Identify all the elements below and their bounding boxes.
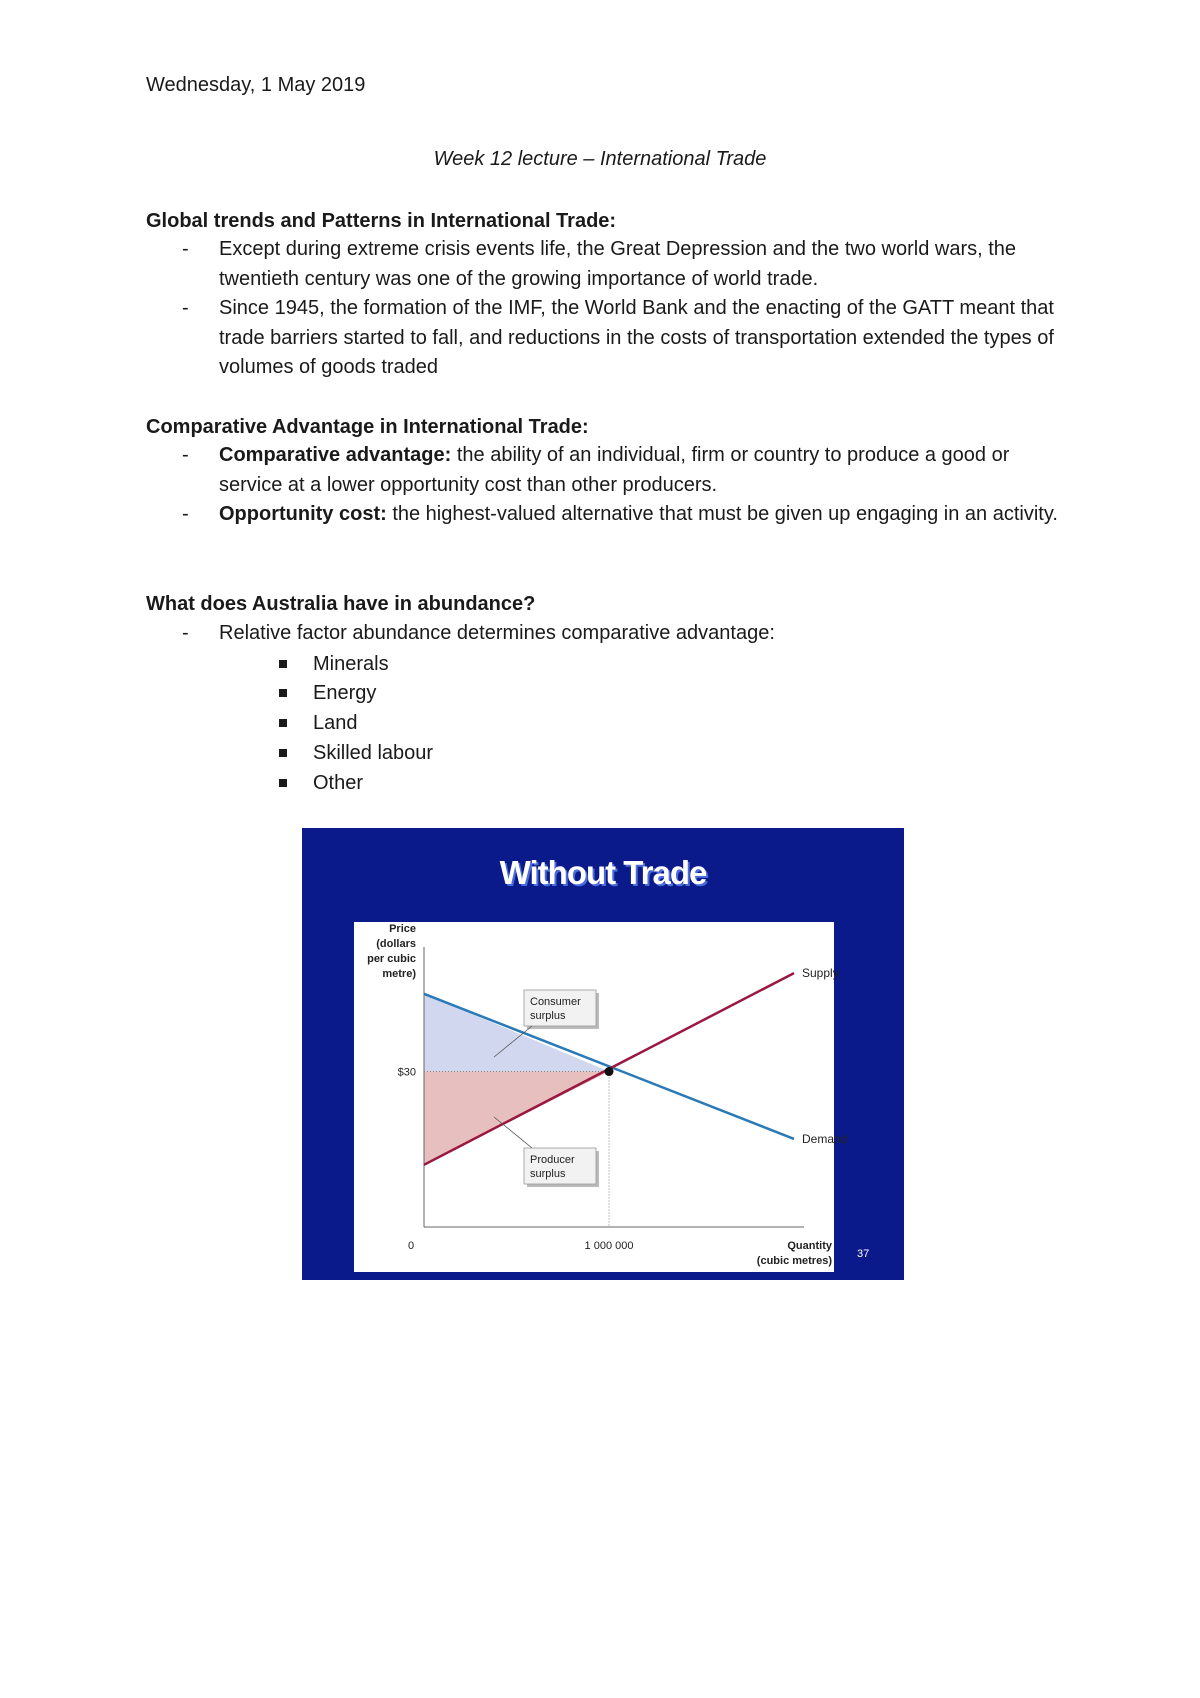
dash-bullet: - [182, 503, 189, 525]
list-item-text: Relative factor abundance determines comparative advantage: [219, 622, 775, 644]
y-axis-label: per cubic [367, 953, 416, 965]
slide-title: Without Trade [499, 854, 707, 891]
consumer-surplus-annotation-text: Consumer [530, 996, 581, 1008]
x-axis-label: (cubic metres) [756, 1255, 832, 1267]
producer-surplus-annotation-text: Producer [530, 1154, 575, 1166]
square-bullet-icon [279, 719, 287, 727]
square-bullet-icon [279, 749, 287, 757]
list-item [146, 441, 1066, 500]
dash-bullet: - [182, 297, 189, 319]
producer-surplus-annotation-text: surplus [530, 1168, 566, 1180]
lecture-slide [302, 828, 904, 1280]
slide-page-number: 37 [857, 1248, 870, 1260]
term-label: Opportunity cost: [219, 503, 387, 525]
sub-list-item-text: Skilled labour [313, 742, 434, 764]
section-heading-comparative-advantage: Comparative Advantage in International Trade: [146, 416, 589, 438]
list-item [146, 294, 1066, 383]
term-label: Comparative advantage: [219, 444, 452, 466]
demand-label: Demand [802, 1131, 848, 1146]
equilibrium-point [605, 1067, 614, 1076]
document-title: Week 12 lecture – International Trade [433, 148, 767, 170]
sub-list-item [279, 739, 433, 769]
sub-list-item-text: Minerals [313, 653, 389, 675]
sub-list-item [279, 769, 363, 799]
y-tick-label: $30 [397, 1066, 416, 1079]
list-item-text: Except during extreme crisis events life, the Great Depression and the two world wars, the twentieth century was one of the growing importance of world trade. [219, 238, 1017, 290]
sub-list-item [279, 709, 358, 739]
chart-area [354, 922, 848, 1272]
sub-list-item [279, 650, 389, 680]
supply-label: Supply [802, 966, 839, 981]
section-heading-global-trends: Global trends and Patterns in International Trade: [146, 210, 617, 232]
x-tick-label: 0 [407, 1240, 415, 1252]
supply-demand-chart [354, 922, 848, 1272]
x-axis-label: Quantity [787, 1240, 832, 1252]
sub-list-item-text: Other [313, 772, 364, 794]
dash-bullet: - [182, 238, 189, 260]
list-item-text [219, 500, 1066, 530]
y-axis-label: (dollars [376, 938, 416, 950]
consumer-surplus-annotation-text: surplus [530, 1010, 566, 1022]
y-axis-label: Price [389, 923, 416, 935]
x-tick-label: 1 000 000 [584, 1240, 634, 1252]
list-item [146, 619, 1066, 649]
section-heading-australia-abundance: What does Australia have in abundance? [146, 593, 536, 615]
square-bullet-icon [279, 779, 287, 787]
list-item-text: Since 1945, the formation of the IMF, the World Bank and the enacting of the GATT meant that trade barriers started to fall, and reductions in the costs of transportation extended the types of volumes of goods traded [219, 297, 1054, 378]
sub-list-item-text: Energy [313, 682, 377, 704]
square-bullet-icon [279, 689, 287, 697]
dash-bullet: - [182, 444, 189, 466]
square-bullet-icon [279, 660, 287, 668]
list-item [146, 500, 1066, 530]
list-item-text [219, 441, 1066, 500]
list-item [146, 235, 1066, 294]
y-axis-label: metre) [382, 968, 416, 980]
term-definition: the highest-valued alternative that must be given up engaging in an activity. [386, 503, 1058, 525]
term-definition: the ability of an individual, firm or country to produce a good or service at a lower opportunity cost than other producers. [219, 444, 1010, 496]
dash-bullet: - [182, 622, 189, 644]
document-date: Wednesday, 1 May 2019 [146, 74, 366, 96]
sub-list-item-text: Land [313, 712, 358, 734]
sub-list-item [279, 679, 376, 709]
producer-surplus-annotation-pointer [494, 1117, 532, 1148]
